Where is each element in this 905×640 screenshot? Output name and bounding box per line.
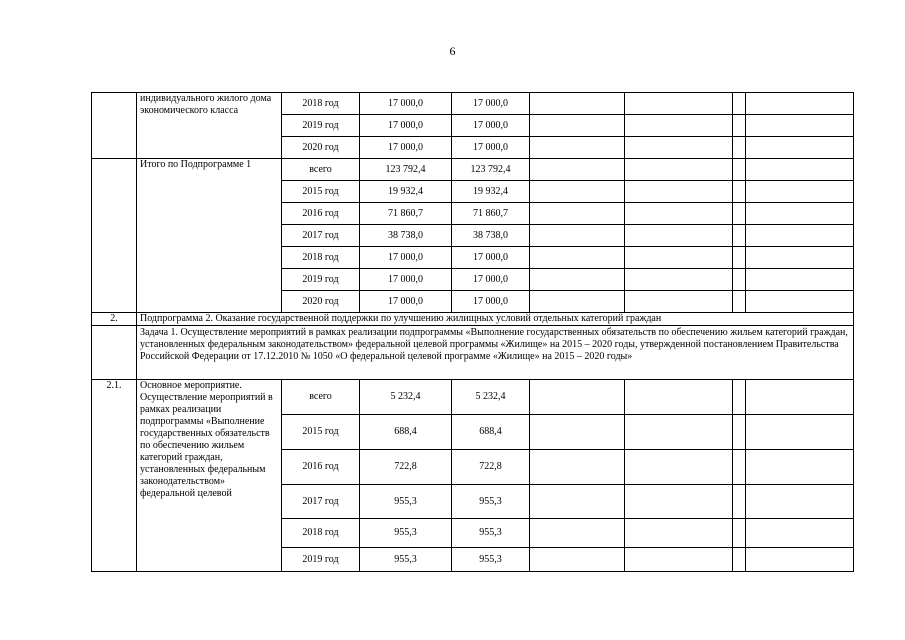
period-cell: 2018 год (282, 247, 360, 269)
amount-cell: 17 000,0 (452, 269, 530, 291)
empty-cell (746, 291, 854, 313)
amount-cell: 17 000,0 (452, 93, 530, 115)
amount-cell: 17 000,0 (360, 137, 452, 159)
empty-cell (733, 159, 746, 181)
subprogram-title: Подпрограмма 2. Оказание государственной поддержки по улучшению жилищных условий отдельных категорий граждан (137, 313, 854, 326)
amount-cell: 123 792,4 (360, 159, 452, 181)
amount-cell: 123 792,4 (452, 159, 530, 181)
amount-cell: 722,8 (360, 450, 452, 485)
empty-cell (733, 548, 746, 572)
amount-cell: 955,3 (360, 519, 452, 548)
period-cell: всего (282, 159, 360, 181)
amount-cell: 17 000,0 (452, 291, 530, 313)
empty-cell (733, 203, 746, 225)
empty-cell (625, 415, 733, 450)
empty-cell (733, 485, 746, 519)
empty-cell (625, 115, 733, 137)
empty-cell (746, 519, 854, 548)
amount-cell: 17 000,0 (360, 291, 452, 313)
empty-cell (733, 269, 746, 291)
period-cell: 2016 год (282, 450, 360, 485)
row-number: 2. (92, 313, 137, 326)
empty-cell (733, 415, 746, 450)
period-cell: 2018 год (282, 93, 360, 115)
empty-cell (746, 93, 854, 115)
empty-cell (530, 115, 625, 137)
amount-cell: 955,3 (452, 519, 530, 548)
period-cell: 2019 год (282, 548, 360, 572)
empty-cell (625, 548, 733, 572)
empty-cell (625, 519, 733, 548)
period-cell: 2020 год (282, 137, 360, 159)
amount-cell: 38 738,0 (452, 225, 530, 247)
amount-cell: 722,8 (452, 450, 530, 485)
empty-cell (625, 203, 733, 225)
page-number: 6 (449, 44, 456, 58)
empty-cell (530, 519, 625, 548)
amount-cell: 71 860,7 (360, 203, 452, 225)
empty-cell (746, 203, 854, 225)
empty-cell (530, 181, 625, 203)
amount-cell: 17 000,0 (452, 115, 530, 137)
empty-cell (625, 137, 733, 159)
row-name: Итого по Подпрограмме 1 (137, 159, 282, 313)
empty-cell (625, 450, 733, 485)
empty-cell (530, 93, 625, 115)
amount-cell: 17 000,0 (360, 115, 452, 137)
empty-cell (625, 181, 733, 203)
empty-cell (746, 269, 854, 291)
row-number: 2.1. (92, 380, 137, 572)
row-name: индивидуального жилого дома экономического класса (137, 93, 282, 159)
period-cell: 2019 год (282, 115, 360, 137)
table-row (92, 380, 854, 415)
period-cell: 2019 год (282, 269, 360, 291)
empty-cell (733, 291, 746, 313)
empty-cell (746, 181, 854, 203)
row-name: Основное мероприятие. Осуществление мероприятий в рамках реализации подпрограммы «Выполнение государственных обязательств по обеспечению жильем категорий граждан, установленных федеральным законодательством» федеральной целевой (137, 380, 282, 572)
empty-cell (733, 380, 746, 415)
amount-cell: 19 932,4 (360, 181, 452, 203)
period-cell: 2017 год (282, 225, 360, 247)
empty-cell (625, 93, 733, 115)
empty-cell (746, 225, 854, 247)
empty-cell (746, 485, 854, 519)
empty-cell (92, 326, 137, 380)
row-number (92, 159, 137, 313)
empty-cell (530, 203, 625, 225)
empty-cell (733, 93, 746, 115)
amount-cell: 17 000,0 (360, 247, 452, 269)
empty-cell (733, 225, 746, 247)
empty-cell (530, 380, 625, 415)
amount-cell: 5 232,4 (452, 380, 530, 415)
period-cell: всего (282, 380, 360, 415)
empty-cell (625, 269, 733, 291)
empty-cell (746, 159, 854, 181)
empty-cell (530, 450, 625, 485)
empty-cell (625, 380, 733, 415)
empty-cell (625, 485, 733, 519)
period-cell: 2015 год (282, 415, 360, 450)
amount-cell: 19 932,4 (452, 181, 530, 203)
empty-cell (530, 548, 625, 572)
empty-cell (530, 415, 625, 450)
period-cell: 2020 год (282, 291, 360, 313)
amount-cell: 5 232,4 (360, 380, 452, 415)
empty-cell (746, 450, 854, 485)
empty-cell (530, 225, 625, 247)
amount-cell: 17 000,0 (452, 137, 530, 159)
amount-cell: 38 738,0 (360, 225, 452, 247)
amount-cell: 688,4 (452, 415, 530, 450)
empty-cell (733, 115, 746, 137)
amount-cell: 71 860,7 (452, 203, 530, 225)
amount-cell: 955,3 (360, 485, 452, 519)
empty-cell (530, 269, 625, 291)
empty-cell (625, 291, 733, 313)
budget-table (91, 92, 854, 572)
empty-cell (733, 181, 746, 203)
empty-cell (625, 159, 733, 181)
empty-cell (733, 247, 746, 269)
period-cell: 2018 год (282, 519, 360, 548)
amount-cell: 17 000,0 (360, 269, 452, 291)
empty-cell (746, 137, 854, 159)
empty-cell (625, 247, 733, 269)
table-row (92, 159, 854, 181)
row-number (92, 93, 137, 159)
empty-cell (530, 247, 625, 269)
empty-cell (746, 247, 854, 269)
amount-cell: 17 000,0 (452, 247, 530, 269)
empty-cell (746, 115, 854, 137)
empty-cell (733, 519, 746, 548)
table-row (92, 326, 854, 380)
period-cell: 2015 год (282, 181, 360, 203)
period-cell: 2016 год (282, 203, 360, 225)
empty-cell (625, 225, 733, 247)
empty-cell (733, 137, 746, 159)
empty-cell (746, 548, 854, 572)
empty-cell (746, 380, 854, 415)
empty-cell (746, 415, 854, 450)
amount-cell: 955,3 (360, 548, 452, 572)
table-row (92, 93, 854, 115)
amount-cell: 955,3 (452, 485, 530, 519)
table-row (92, 313, 854, 326)
empty-cell (530, 485, 625, 519)
empty-cell (530, 291, 625, 313)
empty-cell (530, 137, 625, 159)
period-cell: 2017 год (282, 485, 360, 519)
empty-cell (530, 159, 625, 181)
amount-cell: 17 000,0 (360, 93, 452, 115)
amount-cell: 688,4 (360, 415, 452, 450)
task-description: Задача 1. Осуществление мероприятий в рамках реализации подпрограммы «Выполнение государственных обязательств по обеспечению жильем категорий граждан, установленных федеральным законодательством» федеральной целевой программы «Жилище» на 2015 – 2020 годы, утвержденной постановлением Правительства Российской Федерации от 17.12.2010 № 1050 «О федеральной целевой программе «Жилище» на 2015 – 2020 годы» (137, 326, 854, 380)
amount-cell: 955,3 (452, 548, 530, 572)
empty-cell (733, 450, 746, 485)
